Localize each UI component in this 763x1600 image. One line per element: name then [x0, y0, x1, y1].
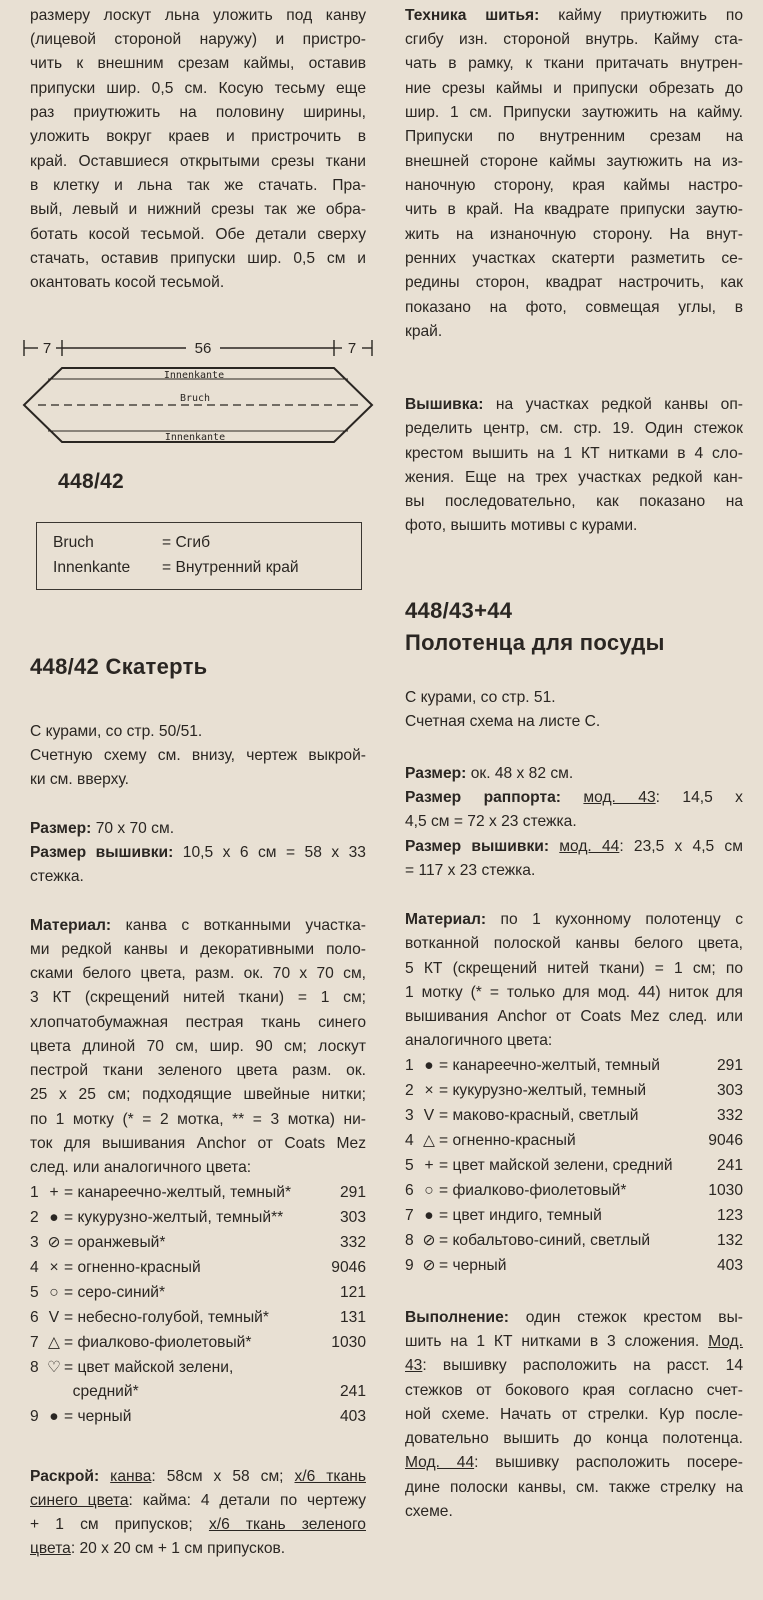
emb-size-label: Размер вышивки:	[30, 844, 174, 861]
text-line: вы последовательно, как показано на	[405, 493, 743, 510]
section-heading: Полотенца для посуды	[405, 630, 665, 655]
label-bruch: Bruch	[179, 393, 211, 404]
text-line: фото, вышить мотивы с курами.	[405, 517, 638, 534]
text-line: хлопчатобумажная пестрая ткань синего	[30, 1014, 366, 1031]
material-label: Материал:	[30, 917, 112, 934]
stitch-symbol-icon: ×	[49, 1259, 59, 1276]
color-code: 303	[716, 1082, 743, 1099]
text-line: = 117 x 23 стежка.	[405, 862, 536, 879]
dim-mid: 56	[194, 340, 212, 357]
legend-key: Bruch	[53, 534, 94, 551]
text-line: жить на изнаночную сторону. На внут-	[405, 226, 743, 243]
text-line: Припуски по внутренним срезам на	[405, 128, 743, 145]
color-name: = цвет майской зелени, средний	[439, 1157, 673, 1174]
text-fragment: : вышивку расположить посере-	[474, 1454, 744, 1471]
stitch-symbol-icon: V	[423, 1107, 435, 1124]
text-fragment: один стежок крестом вы-	[525, 1309, 743, 1326]
text-line: сгибу изн. стороной внутрь. Кайму ста-	[405, 31, 743, 48]
color-code: 123	[716, 1207, 743, 1224]
text-line: дине полоски канвы, см. также стрелку на	[405, 1479, 743, 1496]
size-value: 70 x 70 см.	[95, 820, 175, 837]
color-number: 8	[405, 1232, 414, 1249]
legend-value: = Внутренний край	[162, 559, 299, 576]
stitch-symbol-icon: +	[424, 1157, 434, 1174]
text-line	[405, 1306, 743, 1330]
underlined-term: x/6 ткань зеленого	[208, 1516, 366, 1533]
color-name: = огненно-красный	[64, 1259, 201, 1276]
text-line: аналогичного цвета:	[405, 1032, 553, 1049]
stitch-symbol-icon: ●	[424, 1207, 434, 1224]
color-code: 403	[339, 1408, 366, 1425]
size-label: Размер:	[30, 820, 92, 837]
text-line: раз приутюжить на половину ширины,	[30, 104, 366, 121]
color-number: 1	[30, 1184, 39, 1201]
text-line: внешней стороне каймы заутюжить на из-	[405, 153, 743, 170]
text-line: 1 мотку (* = только для мод. 44) ниток для	[405, 984, 743, 1001]
stitch-symbol-icon: △	[423, 1132, 435, 1149]
emb-size-line	[30, 841, 366, 865]
color-name: = канареечно-желтый, темный	[439, 1057, 660, 1074]
text-line: ренних участках скатерти разметить се-	[405, 250, 743, 267]
text-line	[405, 1354, 743, 1378]
text-fragment: кайму приутюжить по	[558, 7, 743, 24]
color-name: = маково-красный, светлый	[439, 1107, 639, 1124]
legend-key: Innenkante	[53, 559, 131, 576]
stitch-symbol-icon: ○	[49, 1284, 59, 1301]
diagram-code: 448/42	[58, 470, 125, 493]
text-line: жения. Еще на трех участках редкой кан-	[405, 469, 743, 486]
text-fragment: : 58см x 58 см;	[151, 1468, 284, 1485]
text-line	[405, 393, 743, 417]
text-line: показано на фото, совмещая углы, в	[405, 299, 743, 316]
color-code: 403	[716, 1257, 743, 1274]
label-innenkante-bottom: Innenkante	[164, 432, 226, 443]
text-line: 3 КТ (скрещений нитей ткани) = 1 см;	[30, 989, 366, 1006]
text-line	[30, 1537, 366, 1561]
text-line: ределить центр, см. стр. 19. Один стежок	[405, 420, 743, 437]
text-fragment: : 20 x 20 см + 1 см припусков.	[70, 1540, 286, 1557]
emb-size-value: 10,5 x 6 см = 58 x 33	[182, 844, 366, 861]
text-fragment: + 1 см припусков;	[30, 1516, 193, 1533]
underlined-term: мод. 43	[583, 789, 656, 806]
text-line: вый, левый и нижний срезы так же обра-	[30, 201, 366, 218]
text-line: след. или аналогичного цвета:	[30, 1159, 252, 1176]
color-name: = серо-синий*	[64, 1284, 166, 1301]
text-line: цвета длиной 70 см, шир. 90 см; лоскут	[30, 1038, 366, 1055]
color-name: = огненно-красный	[439, 1132, 576, 1149]
stitch-symbol-icon: ●	[49, 1408, 59, 1425]
color-name: = цвет индиго, темный	[439, 1207, 602, 1224]
text-line: 25 x 25 см; подходящие швейные нитки;	[30, 1086, 366, 1103]
size-line	[30, 817, 366, 841]
text-line	[30, 1513, 366, 1537]
color-name: = канареечно-желтый, темный*	[64, 1184, 292, 1201]
emb-size-label: Размер вышивки:	[405, 838, 550, 855]
size-value: ок. 48 x 82 см.	[470, 765, 574, 782]
text-line: С курами, со стр. 51.	[405, 689, 556, 706]
color-number: 6	[405, 1182, 414, 1199]
text-line: ми редкой канвы и декоративными поло-	[30, 941, 366, 958]
stitch-symbol-icon: ●	[49, 1209, 59, 1226]
label-innenkante-top: Innenkante	[163, 370, 225, 381]
color-number: 3	[30, 1234, 39, 1251]
color-code: 9046	[708, 1132, 743, 1149]
text-line: ки см. вверху.	[30, 771, 129, 788]
underlined-term: x/6 ткань	[294, 1468, 366, 1485]
material-line	[30, 914, 366, 938]
text-line: редины сторон, квадрат настрочить, как	[405, 274, 743, 291]
underlined-term: Мод.	[708, 1333, 743, 1350]
text-line: пестрой ткани зеленого цвета разм. ок.	[30, 1062, 366, 1079]
text-line: чить к внешним срезам каймы, оставив	[30, 55, 366, 72]
stitch-symbol-icon: ♡	[47, 1359, 61, 1376]
color-code: 1030	[331, 1334, 366, 1351]
text-fragment: : кайма: 4 детали по чертежу	[128, 1492, 366, 1509]
color-code: 1030	[708, 1182, 743, 1199]
text-line: стежка.	[30, 868, 84, 885]
size-line	[405, 762, 743, 786]
section-heading: 448/43+44	[405, 598, 513, 623]
text-line: шир. 1 см. Припуски заутюжить на кайму.	[405, 104, 743, 121]
underlined-term: цвета	[30, 1540, 71, 1557]
stitch-symbol-icon: ○	[424, 1182, 434, 1199]
technique-label: Техника шитья:	[405, 7, 540, 24]
color-code: 121	[339, 1284, 366, 1301]
stitch-symbol-icon: ⊘	[422, 1232, 436, 1249]
text-fragment: : 14,5 x	[655, 789, 743, 806]
text-line: ние срезы каймы и припуски обрезать до	[405, 80, 743, 97]
text-line: Счетную схему см. внизу, чертеж выкрой-	[30, 747, 366, 764]
stitch-symbol-icon: △	[48, 1334, 60, 1351]
rapport-line	[405, 786, 743, 810]
color-code: 291	[716, 1057, 743, 1074]
color-number: 7	[405, 1207, 414, 1224]
text-line	[405, 4, 743, 28]
stitch-symbol-icon: +	[49, 1184, 59, 1201]
text-line: сками белого цвета, разм. ок. 70 x 70 см,	[30, 965, 366, 982]
color-code: 332	[716, 1107, 743, 1124]
text-fragment: на участках редкой канвы оп-	[495, 396, 743, 413]
color-name: = кукурузно-желтый, темный	[439, 1082, 647, 1099]
text-line: припуски шир. 0,5 см. Косую тесьму еще	[30, 80, 366, 97]
text-line: вышивания Anchor от Coats Mez след. или	[405, 1008, 743, 1025]
text-line: ток для вышивания Anchor от Coats Mez	[30, 1135, 366, 1152]
text-line: крестом вышить на 1 КТ нитками в 4 сло-	[405, 445, 743, 462]
text-line: (лицевой стороной наружу) и пристро-	[30, 31, 366, 48]
rapport-label: Размер раппорта:	[405, 789, 561, 806]
diagram-legend	[36, 522, 362, 590]
material-first: канва с вотканными участка-	[125, 917, 366, 934]
text-line: окантовать косой тесьмой.	[30, 274, 225, 291]
color-name: = кукурузно-желтый, темный**	[64, 1209, 284, 1226]
text-line: стежков от бокового края согласно счет-	[405, 1382, 743, 1399]
color-name: = цвет майской зелени,	[64, 1359, 234, 1376]
color-name: = небесно-голубой, темный*	[64, 1309, 269, 1326]
color-number: 4	[30, 1259, 39, 1276]
text-line: С курами, со стр. 50/51.	[30, 723, 203, 740]
underlined-term: мод. 44	[559, 838, 620, 855]
underlined-term: Мод. 44	[405, 1454, 475, 1471]
material-line	[405, 908, 743, 932]
underlined-term: синего цвета	[30, 1492, 129, 1509]
text-line: Счетная схема на листе С.	[405, 713, 601, 730]
text-fragment: : 23,5 x 4,5 см	[619, 838, 743, 855]
text-line: 5 КТ (скрещений нитей ткани) = 1 см; по	[405, 960, 743, 977]
dim-right: 7	[347, 340, 357, 357]
color-number: 9	[30, 1408, 39, 1425]
text-line	[30, 1465, 366, 1489]
text-line	[405, 1451, 743, 1475]
color-number: 2	[30, 1209, 39, 1226]
text-line: край. Оставшиеся открытыми срезы ткани	[30, 153, 366, 170]
text-line: схеме.	[405, 1503, 453, 1520]
color-code: 291	[339, 1184, 366, 1201]
color-number: 8	[30, 1359, 39, 1376]
color-code: 241	[339, 1383, 366, 1400]
size-label: Размер:	[405, 765, 467, 782]
color-code: 131	[339, 1309, 366, 1326]
color-code: 332	[339, 1234, 366, 1251]
text-line: ботать косой тесьмой. Обе детали сверху	[30, 226, 366, 243]
legend-value: = Сгиб	[162, 534, 211, 551]
stitch-symbol-icon: ×	[424, 1082, 434, 1099]
embroidery-label: Вышивка:	[405, 396, 484, 413]
underlined-term: канва	[110, 1468, 152, 1485]
text-line: чать в рамку, к ткани притачать внутрен-	[405, 55, 743, 72]
color-name: = кобальтово-синий, светлый	[439, 1232, 651, 1249]
color-name: = оранжевый*	[64, 1234, 166, 1251]
color-number: 1	[405, 1057, 414, 1074]
pattern-diagram	[14, 336, 386, 454]
color-name: = фиалково-фиолетовый*	[439, 1182, 627, 1199]
text-fragment: по 1 кухонному полотенцу с	[500, 911, 743, 928]
stitch-symbol-icon: ⊘	[422, 1257, 436, 1274]
execution-label: Выполнение:	[405, 1309, 510, 1326]
color-number: 4	[405, 1132, 414, 1149]
section-heading: 448/42 Скатерть	[30, 654, 208, 679]
color-code: 132	[716, 1232, 743, 1249]
stitch-symbol-icon: V	[48, 1309, 60, 1326]
text-fragment: : вышивку расположить на расст. 14	[422, 1357, 743, 1374]
color-number: 9	[405, 1257, 414, 1274]
cut-label: Раскрой:	[30, 1468, 100, 1485]
color-name: средний*	[64, 1383, 139, 1400]
color-number: 3	[405, 1107, 414, 1124]
text-fragment: шить на 1 КТ нитками в 3 сложения.	[405, 1333, 700, 1350]
material-label: Материал:	[405, 911, 487, 928]
color-number: 5	[30, 1284, 39, 1301]
text-line: край.	[405, 323, 443, 340]
text-line: стачать, оставив припуски шир. 0,5 см и	[30, 250, 366, 267]
text-line: в клетку и льна так же стачать. Пра-	[30, 177, 366, 194]
color-code: 241	[716, 1157, 743, 1174]
color-number: 2	[405, 1082, 414, 1099]
text-line: ной схеме. Начать от стрелки. Кур после-	[405, 1406, 743, 1423]
color-name: = фиалково-фиолетовый*	[64, 1334, 252, 1351]
color-name: = черный	[439, 1257, 507, 1274]
text-line: вотканной полоской канвы белого цвета,	[405, 935, 743, 952]
color-code: 9046	[331, 1259, 366, 1276]
text-line: уложить вокруг краев и пристрочить в	[30, 128, 366, 145]
stitch-symbol-icon: ⊘	[47, 1234, 61, 1251]
text-line: наночную сторону, края каймы настро-	[405, 177, 743, 194]
color-code: 303	[339, 1209, 366, 1226]
color-number: 6	[30, 1309, 39, 1326]
stitch-symbol-icon: ●	[424, 1057, 434, 1074]
color-number: 5	[405, 1157, 414, 1174]
text-line: по 1 мотку (* = 2 мотка, ** = 3 мотка) ни-	[30, 1111, 366, 1128]
underlined-term: 43	[405, 1357, 423, 1374]
text-line	[405, 1330, 743, 1354]
color-number: 7	[30, 1334, 39, 1351]
text-line	[30, 1489, 366, 1513]
text-line: довательно вышить до конца полотенца.	[405, 1430, 743, 1447]
dim-left: 7	[42, 340, 52, 357]
text-line: чить в край. На квадрате припуски заутю-	[405, 201, 743, 218]
text-line: 4,5 см = 72 x 23 стежка.	[405, 813, 577, 830]
color-name: = черный	[64, 1408, 132, 1425]
text-line: размеру лоскут льна уложить под канву	[30, 7, 366, 24]
emb-size-line	[405, 835, 743, 859]
